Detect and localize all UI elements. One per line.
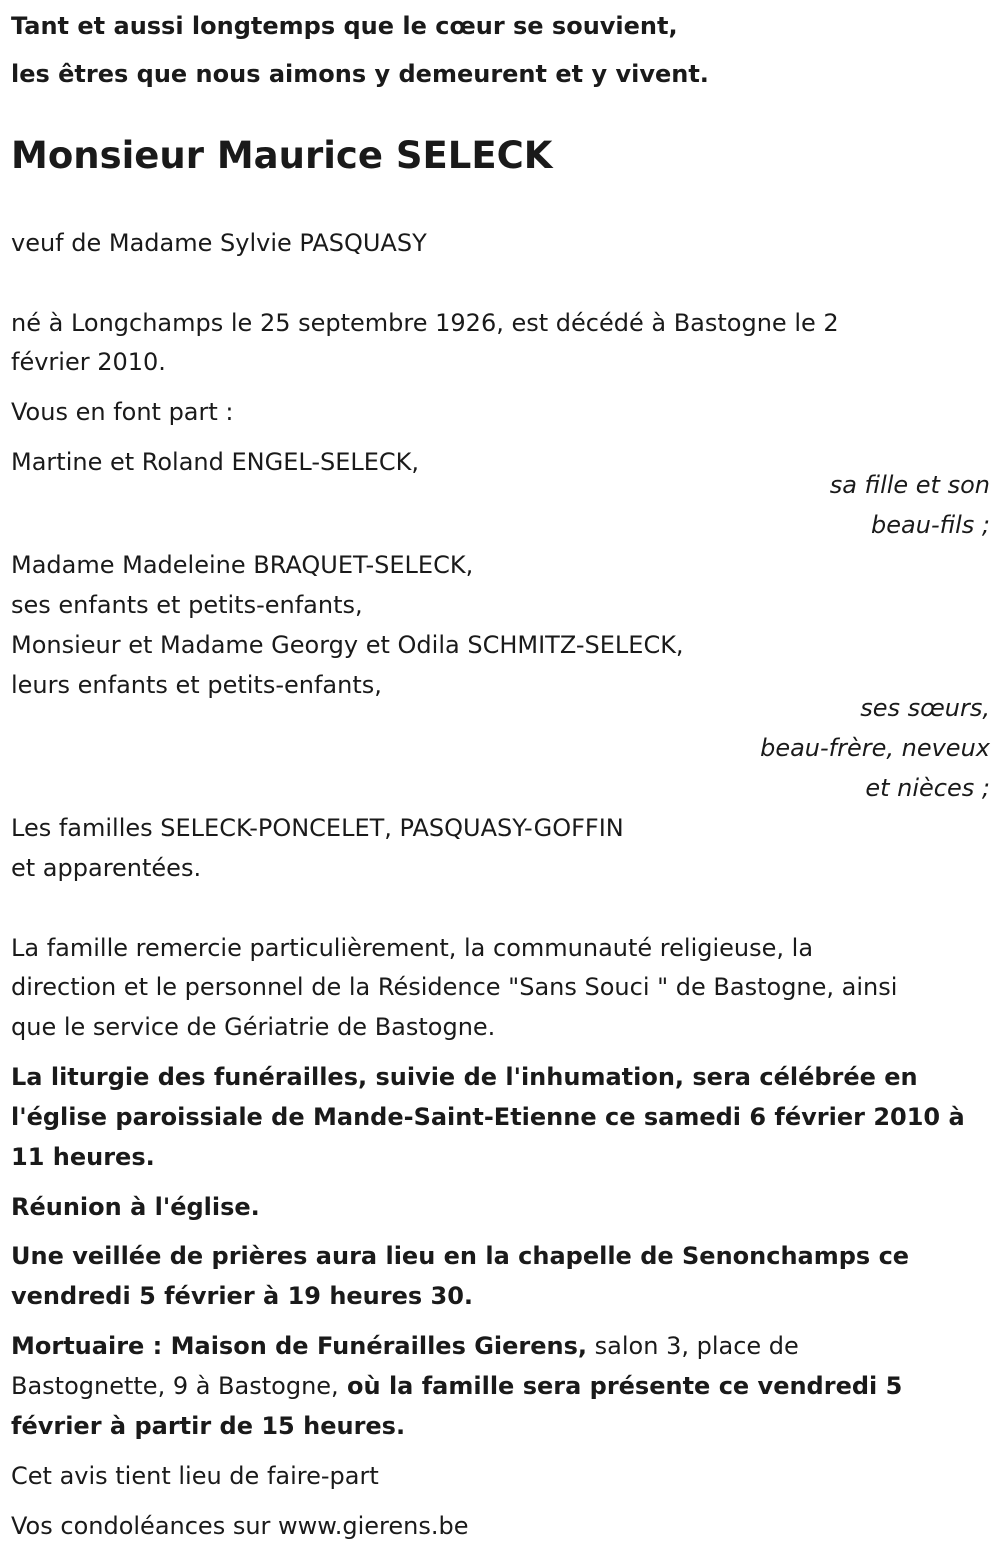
mortuary-line-1 xyxy=(11,1326,990,1366)
liturgy-line-2: l'église paroissiale de Mande-Saint-Etienne ce samedi 6 février 2010 à xyxy=(11,1103,965,1131)
mortuary-line-3: février à partir de 15 heures. xyxy=(11,1412,406,1440)
mortuary-presence: où la famille sera présente ce vendredi 5 xyxy=(338,1372,903,1400)
page-title: Monsieur Maurice SELECK xyxy=(11,134,553,177)
thanks-line-3: que le service de Gériatrie de Bastogne. xyxy=(11,1013,496,1041)
vigil-line-1: Une veillée de prières aura lieu en la chapelle de Senonchamps ce xyxy=(11,1242,910,1270)
meeting-text: Réunion à l'église. xyxy=(11,1193,260,1221)
announce-text: Vous en font part : xyxy=(11,398,234,426)
family2-line-2: ses enfants et petits-enfants, xyxy=(11,591,363,619)
mortuary-salon: salon 3, place de xyxy=(587,1332,799,1360)
family3-line-1: Les familles SELECK-PONCELET, PASQUASY-GOFFIN xyxy=(11,814,624,842)
condolences-text: Vos condoléances sur www.gierens.be xyxy=(11,1512,469,1540)
family2-relation-1: ses sœurs, xyxy=(860,694,990,722)
mortuary-name: Mortuaire : Maison de Funérailles Gierens, xyxy=(11,1332,588,1360)
family2-line-4: leurs enfants et petits-enfants, xyxy=(11,671,382,699)
family2-relation-3: et nièces ; xyxy=(865,774,990,802)
birth-line-1: né à Longchamps le 25 septembre 1926, est décédé à Bastogne le 2 xyxy=(11,309,839,337)
liturgy-line-1: La liturgie des funérailles, suivie de l'inhumation, sera célébrée en xyxy=(11,1063,918,1091)
family2-relation-2: beau-frère, neveux xyxy=(760,734,990,762)
family1-name: Martine et Roland ENGEL-SELECK, xyxy=(11,448,420,476)
vigil-line-2: vendredi 5 février à 19 heures 30. xyxy=(11,1282,474,1310)
notice-text: Cet avis tient lieu de faire-part xyxy=(11,1462,379,1490)
family3-line-2: et apparentées. xyxy=(11,854,202,882)
mortuary-address: Bastognette, 9 à Bastogne, xyxy=(11,1372,339,1400)
family1-relation-1: sa fille et son xyxy=(829,471,990,499)
family1-relation-2: beau-fils ; xyxy=(871,511,990,539)
birth-line-2: février 2010. xyxy=(11,348,166,376)
liturgy-line-3: 11 heures. xyxy=(11,1143,155,1171)
quote-line-1: Tant et aussi longtemps que le cœur se souvient, xyxy=(11,12,678,40)
family2-line-3: Monsieur et Madame Georgy et Odila SCHMITZ-SELECK, xyxy=(11,631,684,659)
mortuary-line-2 xyxy=(11,1366,990,1406)
family2-line-1: Madame Madeleine BRAQUET-SELECK, xyxy=(11,551,474,579)
thanks-line-1: La famille remercie particulièrement, la communauté religieuse, la xyxy=(11,934,814,962)
widower-text: veuf de Madame Sylvie PASQUASY xyxy=(11,229,427,257)
quote-line-2: les êtres que nous aimons y demeurent et y vivent. xyxy=(11,60,709,88)
thanks-line-2: direction et le personnel de la Résidence "Sans Souci " de Bastogne, ainsi xyxy=(11,973,898,1001)
